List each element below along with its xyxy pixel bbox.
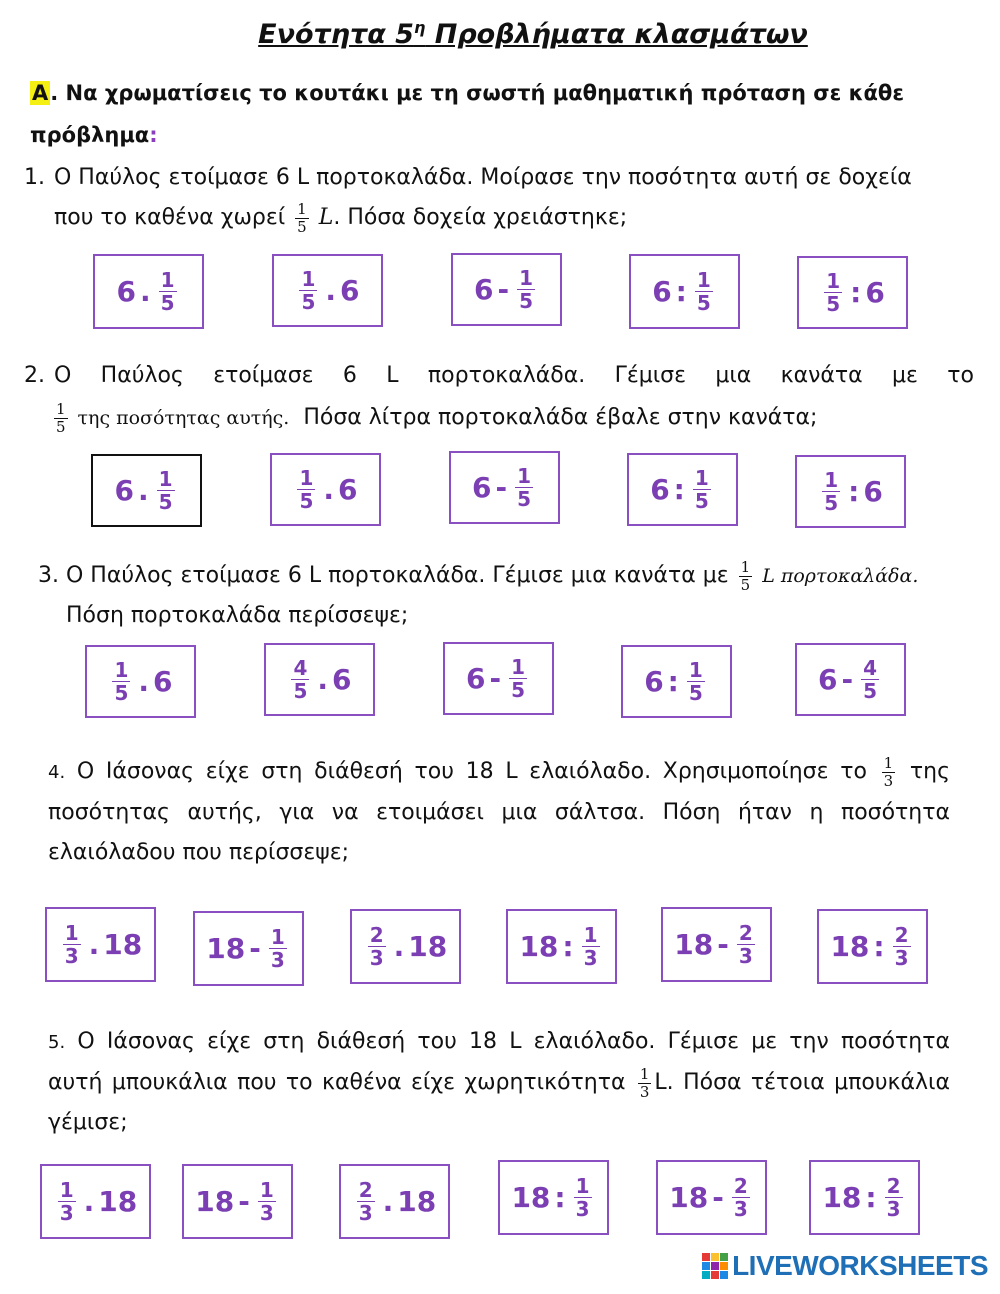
operand: 6	[865, 276, 885, 309]
operand: 6	[332, 663, 352, 696]
fraction	[291, 658, 309, 701]
operand: 6	[473, 273, 494, 306]
operator: .	[88, 928, 100, 961]
operator: .	[325, 274, 337, 307]
numerator: 2	[733, 1174, 748, 1198]
answer-box[interactable]	[795, 643, 906, 716]
denominator: 5	[299, 489, 314, 513]
operator: :	[562, 930, 574, 963]
operator: .	[382, 1185, 394, 1218]
denominator: 5	[160, 291, 175, 315]
answer-box[interactable]	[621, 645, 732, 718]
denominator: 3	[358, 1201, 373, 1225]
fraction	[159, 270, 177, 313]
denominator: 5	[293, 679, 308, 703]
fraction	[732, 1176, 750, 1219]
operator: -	[249, 932, 261, 965]
denominator: 5	[511, 678, 526, 702]
liveworksheets-logo	[702, 1250, 988, 1282]
operand: 6	[644, 665, 664, 698]
operand: 6	[471, 471, 492, 504]
fraction	[63, 923, 81, 966]
fraction	[509, 657, 527, 700]
operator: .	[139, 275, 151, 308]
denominator: 3	[64, 944, 79, 968]
operand: 18	[206, 932, 246, 965]
fraction	[822, 470, 840, 513]
operand: 6	[652, 275, 672, 308]
denominator: 5	[114, 681, 129, 705]
numerator: 1	[259, 1178, 274, 1202]
question-3-text: Ο Παύλος ετοίμασε 6 L πορτοκαλάδα. Γέμισε μια κανάτα με $\frac{1}{5}$ L πορτοκαλάδα. Πόση πορτοκαλάδα περίσσεψε;	[66, 557, 919, 628]
denominator: 5	[694, 489, 709, 513]
denominator: 5	[824, 491, 839, 515]
fraction	[693, 468, 711, 511]
answer-box[interactable]	[498, 1160, 609, 1235]
denominator: 3	[270, 948, 285, 972]
denominator: 3	[575, 1197, 590, 1221]
denominator: 5	[696, 291, 711, 315]
operator: .	[323, 473, 335, 506]
fraction	[737, 923, 755, 966]
numerator: 1	[583, 923, 598, 947]
answer-box[interactable]	[91, 454, 202, 527]
operand: 6	[116, 275, 136, 308]
operand: 6	[114, 474, 134, 507]
logo-grid-icon	[702, 1253, 728, 1279]
operator: .	[317, 663, 329, 696]
denominator: 3	[583, 946, 598, 970]
fraction: $\frac{1}{3}$	[639, 1064, 650, 1101]
operator: :	[673, 473, 685, 506]
operator: :	[850, 276, 862, 309]
answer-box[interactable]	[797, 256, 908, 329]
numerator: 1	[301, 267, 316, 291]
operator: -	[712, 1181, 724, 1214]
answer-box[interactable]	[339, 1164, 450, 1239]
fraction	[574, 1176, 592, 1219]
operand: 18	[98, 1185, 138, 1218]
fraction	[157, 469, 175, 512]
operand: 6	[817, 663, 838, 696]
numerator: 4	[293, 656, 308, 680]
fraction	[299, 269, 317, 312]
operator: :	[667, 665, 679, 698]
answer-box[interactable]	[451, 253, 562, 326]
operator: :	[848, 475, 860, 508]
fraction: $\frac{1}{5}$	[56, 399, 66, 436]
answer-box[interactable]	[270, 453, 381, 526]
answer-box[interactable]	[656, 1160, 767, 1235]
logo-text: LIVEWORKSHEETS	[732, 1250, 988, 1281]
question-2-number: 2.	[24, 363, 45, 388]
fraction	[58, 1180, 76, 1223]
question-2-text: Ο Παύλος ετοίμασε 6 L πορτοκαλάδα. Γέμισε μια κανάτα με το $\frac{1}{5}$ της ποσότητας αυτής. Πόσα λίτρα πορτοκαλάδα έβαλε στην κανάτα;	[54, 363, 974, 436]
denominator: 3	[369, 946, 384, 970]
question-1-text: Ο Παύλος ετοίμασε 6 L πορτοκαλάδα. Μοίρασε την ποσότητα αυτή σε δοχεία που το καθένα χωρεί $\frac{1}{5}$ L. Πόσα δοχεία χρειάστηκε;	[54, 165, 912, 236]
operator: -	[238, 1185, 250, 1218]
answer-box[interactable]	[443, 642, 554, 715]
operator: -	[717, 928, 729, 961]
question-3-number: 3.	[38, 563, 59, 588]
operand: 18	[519, 930, 559, 963]
fraction: $\frac{1}{5}$	[740, 557, 751, 594]
operand: 6	[465, 662, 486, 695]
numerator: 2	[738, 921, 753, 945]
answer-box[interactable]	[93, 254, 204, 329]
operand: 18	[408, 930, 448, 963]
numerator: 1	[299, 466, 314, 490]
fraction	[515, 466, 533, 509]
fraction	[695, 270, 713, 313]
operator: -	[841, 663, 854, 696]
operator: :	[873, 930, 885, 963]
numerator: 2	[369, 923, 384, 947]
operand: 18	[397, 1185, 437, 1218]
operator: .	[393, 930, 405, 963]
fraction	[112, 660, 130, 703]
denominator: 5	[688, 681, 703, 705]
denominator: 5	[517, 487, 532, 511]
fraction	[893, 925, 911, 968]
answer-box[interactable]	[40, 1164, 151, 1239]
page-title: Ενότητα $5^\eta$ Προβλήματα κλασμάτων	[258, 18, 808, 50]
operator: -	[495, 471, 508, 504]
numerator: 1	[824, 468, 839, 492]
fraction	[368, 925, 386, 968]
denominator: 3	[259, 1201, 274, 1225]
fraction	[582, 925, 600, 968]
operand: 18	[669, 1181, 709, 1214]
operand: 18	[674, 928, 714, 961]
fraction	[885, 1176, 903, 1219]
denominator: 5	[158, 490, 173, 514]
answer-box[interactable]	[506, 909, 617, 984]
denominator: 3	[733, 1197, 748, 1221]
operand: 18	[830, 930, 870, 963]
numerator: 1	[517, 464, 532, 488]
answer-box[interactable]	[449, 451, 560, 524]
answer-box[interactable]	[627, 453, 738, 526]
operand: 6	[153, 665, 173, 698]
instruction: Α. Να χρωματίσεις το κουτάκι με τη σωστή μαθηματική πρόταση σε κάθε πρόβλημα:	[30, 81, 905, 147]
answer-box[interactable]	[45, 907, 156, 982]
fraction	[824, 271, 842, 314]
numerator: 1	[270, 925, 285, 949]
fraction	[517, 268, 535, 311]
question-1-number: 1.	[24, 165, 45, 190]
operand: 6	[650, 473, 670, 506]
numerator: 1	[688, 658, 703, 682]
fraction	[861, 658, 879, 701]
numerator: 1	[160, 268, 175, 292]
fraction: $\frac{1}{3}$	[883, 753, 894, 790]
numerator: 1	[696, 268, 711, 292]
denominator: 3	[738, 944, 753, 968]
numerator: 1	[519, 266, 534, 290]
numerator: 1	[575, 1174, 590, 1198]
question-5-text: 5. Ο Ιάσονας είχε στη διάθεσή του 18 L ελαιόλαδο. Γέμισε με την ποσότητα αυτή μπουκάλια που το καθένα είχε χωρητικότητα $\frac{1}{3}$ L. Πόσα τέτοια μπουκάλια γέμισε;	[48, 1029, 950, 1135]
operand: 18	[822, 1181, 862, 1214]
answer-box[interactable]	[85, 645, 196, 718]
numerator: 1	[826, 269, 841, 293]
answer-box[interactable]	[272, 254, 383, 327]
denominator: 3	[59, 1201, 74, 1225]
fraction	[357, 1180, 375, 1223]
denominator: 3	[886, 1197, 901, 1221]
fraction	[687, 660, 705, 703]
operand: 18	[195, 1185, 235, 1218]
fraction	[269, 927, 287, 970]
answer-box[interactable]	[817, 909, 928, 984]
numerator: 1	[158, 467, 173, 491]
operator: :	[675, 275, 687, 308]
operator: .	[138, 665, 150, 698]
operator: .	[83, 1185, 95, 1218]
answer-box[interactable]	[661, 907, 772, 982]
answer-box[interactable]	[350, 909, 461, 984]
numerator: 1	[511, 655, 526, 679]
operand: 18	[103, 928, 143, 961]
answer-box[interactable]	[629, 254, 740, 329]
operator: .	[137, 474, 149, 507]
numerator: 1	[59, 1178, 74, 1202]
operand: 6	[338, 473, 358, 506]
answer-box[interactable]	[182, 1164, 293, 1239]
denominator: 5	[301, 290, 316, 314]
operator: :	[865, 1181, 877, 1214]
numerator: 1	[114, 658, 129, 682]
numerator: 1	[64, 921, 79, 945]
operator: -	[489, 662, 502, 695]
operand: 18	[511, 1181, 551, 1214]
denominator: 5	[519, 289, 534, 313]
fraction: $\frac{1}{5}$	[297, 199, 307, 236]
numerator: 2	[886, 1174, 901, 1198]
denominator: 3	[894, 946, 909, 970]
operator: :	[554, 1181, 566, 1214]
denominator: 5	[863, 679, 878, 703]
numerator: 2	[358, 1178, 373, 1202]
instruction-letter: Α	[32, 81, 49, 105]
numerator: 2	[894, 923, 909, 947]
answer-box[interactable]	[795, 455, 906, 528]
fraction	[297, 468, 315, 511]
answer-box[interactable]	[264, 643, 375, 716]
answer-box[interactable]	[809, 1160, 920, 1235]
numerator: 1	[694, 466, 709, 490]
denominator: 5	[826, 292, 841, 316]
numerator: 4	[863, 656, 878, 680]
operator: -	[497, 273, 510, 306]
question-4-text: 4. Ο Ιάσονας είχε στη διάθεσή του 18 L ελαιόλαδο. Χρησιμοποίησε το $\frac{1}{3}$ της ποσότητας αυτής, για να ετοιμάσει μια σάλτσα. Πόση ήταν η ποσότητα ελαιόλαδου που περίσσεψε;	[48, 753, 950, 865]
answer-box[interactable]	[193, 911, 304, 986]
fraction	[258, 1180, 276, 1223]
operand: 6	[340, 274, 360, 307]
operand: 6	[863, 475, 883, 508]
